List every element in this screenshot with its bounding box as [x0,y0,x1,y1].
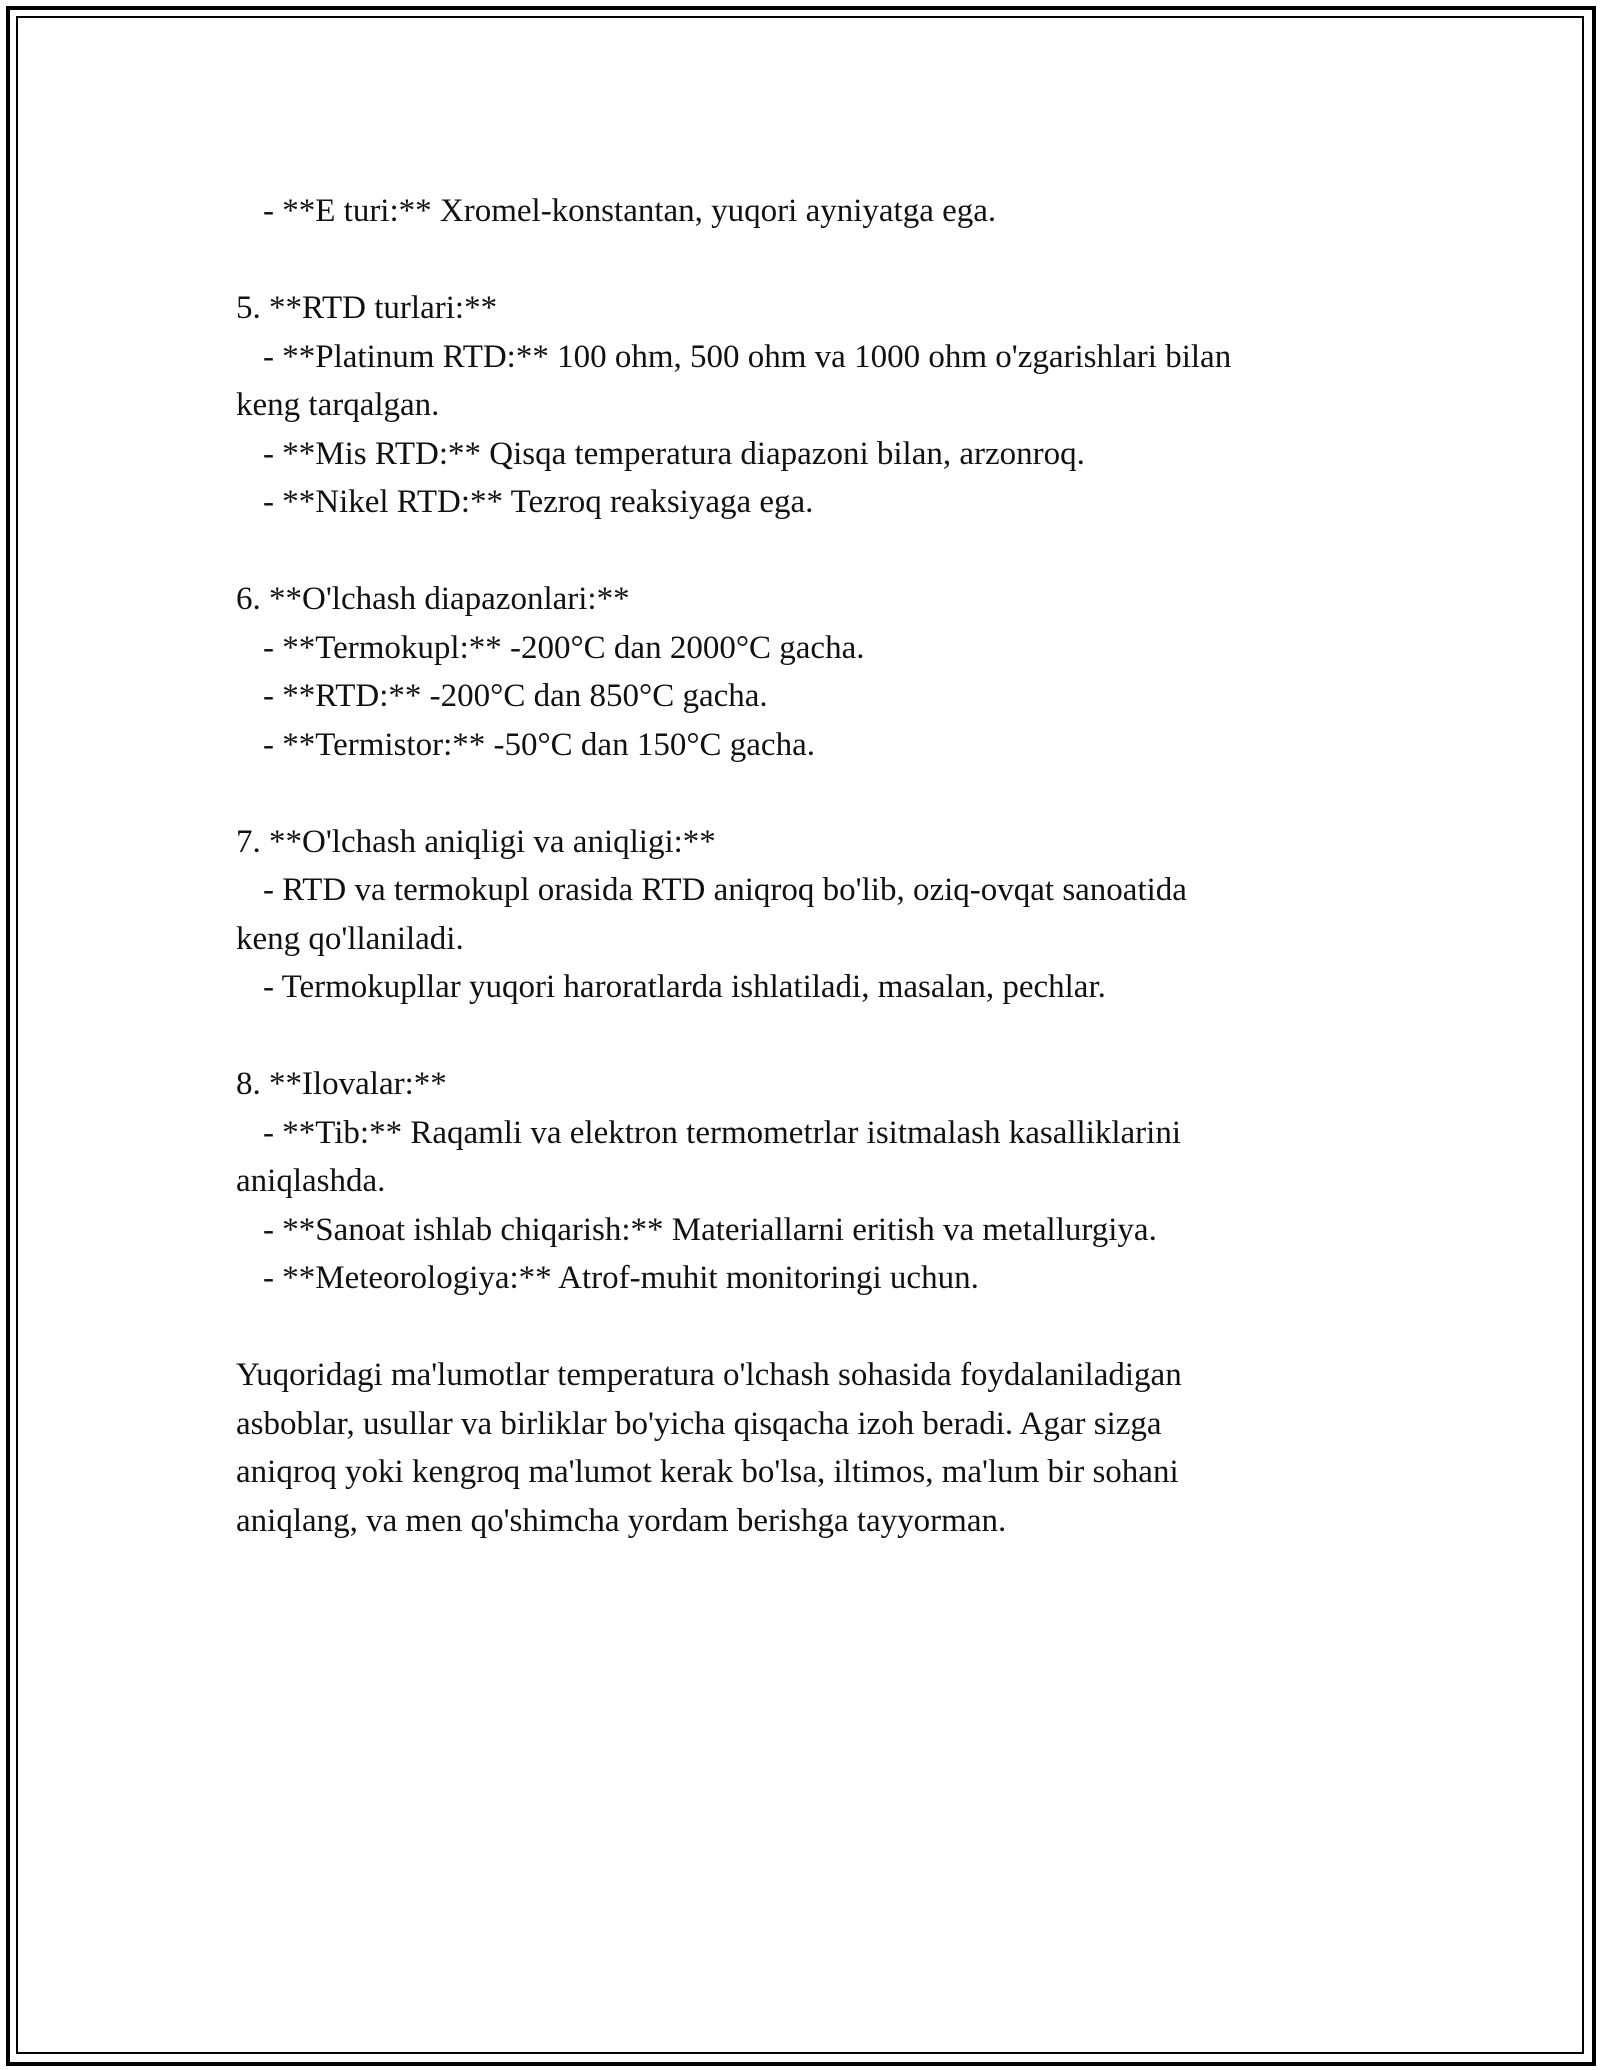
text-line: - **Tib:** Raqamli va elektron termometrlar isitmalash kasalliklarini [263,1114,1182,1151]
blank-line [236,769,1366,818]
text-line: - **Mis RTD:** Qisqa temperatura diapazoni bilan, arzonroq. [263,435,1085,472]
text-line: - **E turi:** Xromel-konstantan, yuqori ayniyatga ega. [263,193,997,229]
blank-line [236,527,1366,576]
text-line: - **Sanoat ishlab chiqarish:** Materiallarni eritish va metallurgiya. [263,1211,1157,1248]
text-line: - **Platinum RTD:** 100 ohm, 500 ohm va 1000 ohm o'zgarishlari bilan [263,338,1232,375]
blank-line [236,236,1366,285]
text-line: - **Termokupl:** -200°C dan 2000°C gacha. [263,629,865,666]
summary-line: aniqlang, va men qo'shimcha yordam berishga tayyorman. [236,1502,1007,1539]
text-line: - **RTD:** -200°C dan 850°C gacha. [263,678,768,714]
list-heading: 8. **Ilovalar:** [236,1066,447,1102]
document-body [236,187,1366,1545]
text-line: aniqlashda. [236,1163,386,1199]
summary-line: Yuqoridagi ma'lumotlar temperatura o'lchash sohasida foydalaniladigan [236,1357,1182,1393]
text-line: - **Meteorologiya:** Atrof-muhit monitoringi uchun. [263,1260,979,1296]
list-heading: 6. **O'lchash diapazonlari:** [236,581,630,617]
text-line: keng qo'llaniladi. [236,920,464,957]
summary-line: aniqroq yoki kengroq ma'lumot kerak bo'lsa, iltimos, ma'lum bir sohani [236,1454,1179,1490]
text-line: - **Nikel RTD:** Tezroq reaksiyaga ega. [263,484,814,520]
list-heading: 7. **O'lchash aniqligi va aniqligi:** [236,823,716,860]
summary-line: asboblar, usullar va birliklar bo'yicha qisqacha izoh beradi. Agar sizga [236,1405,1162,1442]
blank-line [236,1012,1366,1061]
list-heading: 5. **RTD turlari:** [236,290,498,326]
blank-line [236,1303,1366,1352]
text-line: - **Termistor:** -50°C dan 150°C gacha. [263,726,815,763]
text-line: - RTD va termokupl orasida RTD aniqroq bo'lib, oziq-ovqat sanoatida [263,872,1187,908]
text-line: - Termokupllar yuqori haroratlarda ishlatiladi, masalan, pechlar. [263,969,1106,1005]
text-line: keng tarqalgan. [236,387,440,423]
